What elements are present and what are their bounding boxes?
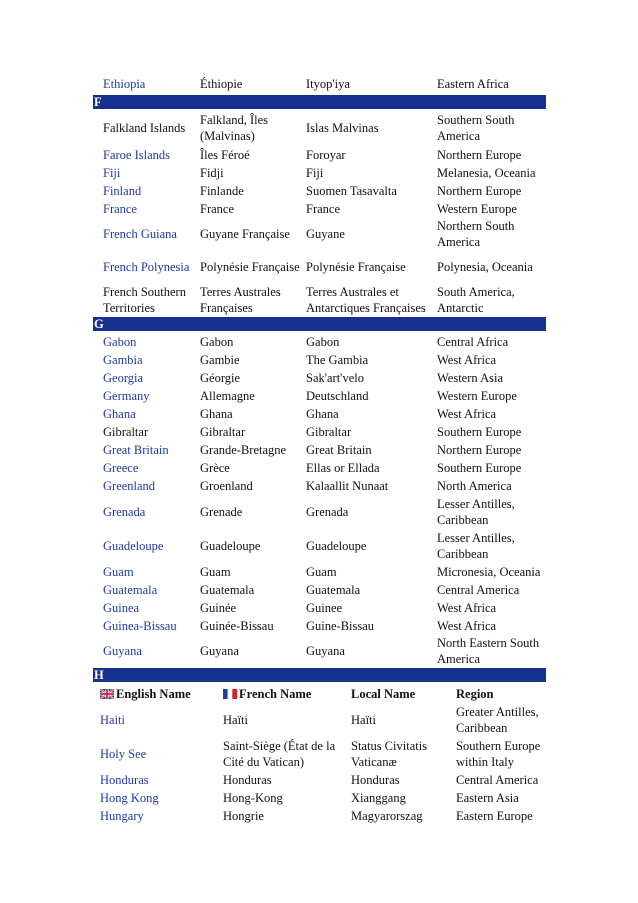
region: Lesser Antilles, Caribbean	[437, 497, 515, 527]
table-row	[93, 333, 546, 351]
french-name: Groenland	[200, 479, 253, 493]
local-name: Haïti	[351, 713, 376, 727]
table-row	[93, 807, 546, 825]
french-name: Guam	[200, 565, 231, 579]
table-row	[93, 200, 546, 218]
french-name: Guadeloupe	[200, 539, 261, 553]
table-row	[93, 75, 546, 93]
region: Eastern Asia	[456, 791, 519, 805]
region: Polynesia, Oceania	[437, 260, 533, 274]
french-name: Grèce	[200, 461, 230, 475]
region: North America	[437, 479, 512, 493]
country-link[interactable]: Hungary	[100, 809, 144, 823]
region: Northern South America	[437, 219, 515, 249]
french-name: Gibraltar	[200, 425, 246, 439]
country-link[interactable]: Great Britain	[103, 443, 169, 457]
table-row	[93, 369, 546, 387]
local-name: Foroyar	[306, 148, 346, 162]
country-link[interactable]: Guinea	[103, 601, 140, 615]
region: Southern Europe	[437, 425, 522, 439]
country-link[interactable]: Grenada	[103, 505, 146, 519]
region: West Africa	[437, 619, 497, 633]
local-name: Ghana	[306, 407, 339, 421]
table-row	[93, 164, 546, 182]
local-name: Fiji	[306, 166, 324, 180]
section-letter: F	[94, 95, 102, 109]
header-english-label: English Name	[116, 687, 191, 701]
french-name: Éthiopie	[200, 77, 243, 91]
country-name: Falkland Islands	[103, 121, 186, 135]
country-link[interactable]: Ethiopia	[103, 77, 146, 91]
local-name: Gibraltar	[306, 425, 352, 439]
local-name: Grenada	[306, 505, 349, 519]
local-name: Terres Australes et Antarctiques Françaises	[306, 285, 426, 315]
country-link[interactable]: French Guiana	[103, 227, 177, 241]
table-row	[93, 284, 546, 316]
table-row	[93, 477, 546, 495]
region: Eastern Africa	[437, 77, 509, 91]
region: Western Europe	[437, 389, 517, 403]
french-name: Falkland, Îles (Malvinas)	[200, 113, 269, 143]
french-name: Îles Féroé	[200, 148, 250, 162]
region: Lesser Antilles, Caribbean	[437, 531, 515, 561]
table-row	[93, 703, 546, 737]
table-row	[93, 459, 546, 477]
table-row	[93, 789, 546, 807]
table-row	[93, 563, 546, 581]
country-link[interactable]: Gambia	[103, 353, 143, 367]
french-name: Hong-Kong	[223, 791, 283, 805]
uk-flag-icon	[100, 689, 114, 699]
country-name: French Southern Territories	[103, 285, 186, 315]
header-french	[223, 685, 345, 703]
table-row	[93, 146, 546, 164]
table-row	[93, 495, 546, 529]
region: Northern Europe	[437, 184, 522, 198]
french-name: Guyane Française	[200, 227, 290, 241]
table-row	[93, 771, 546, 789]
section-band-g	[93, 317, 546, 331]
country-link[interactable]: Gabon	[103, 335, 137, 349]
local-name: Ellas or Ellada	[306, 461, 380, 475]
region: West Africa	[437, 601, 497, 615]
table-row	[93, 182, 546, 200]
local-name: Guine-Bissau	[306, 619, 375, 633]
region: Greater Antilles, Caribbean	[456, 705, 539, 735]
local-name: Ityop'iya	[306, 77, 350, 91]
local-name: Guadeloupe	[306, 539, 367, 553]
table-row	[93, 529, 546, 563]
table-row	[93, 218, 546, 250]
local-name: Deutschland	[306, 389, 369, 403]
country-link[interactable]: Haiti	[100, 713, 125, 727]
country-link[interactable]: Fiji	[103, 166, 121, 180]
local-name: Polynésie Française	[306, 260, 406, 274]
table-row	[93, 110, 546, 146]
table-row	[93, 599, 546, 617]
country-link[interactable]: Greece	[103, 461, 139, 475]
country-link[interactable]: Germany	[103, 389, 150, 403]
country-name: Gibraltar	[103, 425, 149, 439]
region: Eastern Europe	[456, 809, 533, 823]
french-name: Haïti	[223, 713, 248, 727]
header-french-label: French Name	[239, 687, 312, 701]
local-name: Guatemala	[306, 583, 361, 597]
french-name: Terres Australes Françaises	[200, 285, 281, 315]
local-name: France	[306, 202, 341, 216]
french-name: Ghana	[200, 407, 233, 421]
local-name: Xianggang	[351, 791, 406, 805]
local-name: Kalaallit Nunaat	[306, 479, 389, 493]
country-link[interactable]: Georgia	[103, 371, 144, 385]
section-band-h	[93, 668, 546, 682]
french-name: Grande-Bretagne	[200, 443, 287, 457]
region: Southern South America	[437, 113, 515, 143]
french-name: Honduras	[223, 773, 272, 787]
french-name: Allemagne	[200, 389, 255, 403]
table-row	[93, 617, 546, 635]
header-local: Local Name	[351, 687, 416, 701]
french-name: Polynésie Française	[200, 260, 300, 274]
country-link[interactable]: Finland	[103, 184, 142, 198]
france-flag-icon	[223, 689, 237, 699]
french-name: Guatemala	[200, 583, 255, 597]
country-link[interactable]: Guadeloupe	[103, 539, 164, 553]
country-link[interactable]: Hong Kong	[100, 791, 159, 805]
header-region: Region	[456, 687, 494, 701]
country-link[interactable]: Guam	[103, 565, 134, 579]
country-link[interactable]: Guyana	[103, 644, 142, 658]
table-row	[93, 737, 546, 771]
local-name: Great Britain	[306, 443, 372, 457]
local-name: Guam	[306, 565, 337, 579]
table-row	[93, 405, 546, 423]
country-link[interactable]: France	[103, 202, 138, 216]
local-name: Guyane	[306, 227, 345, 241]
french-name: Géorgie	[200, 371, 241, 385]
country-link[interactable]: Guinea-Bissau	[103, 619, 177, 633]
region: South America, Antarctic	[437, 285, 515, 315]
region: Northern Europe	[437, 148, 522, 162]
country-link[interactable]: Ghana	[103, 407, 136, 421]
french-name: Finlande	[200, 184, 244, 198]
region: Central America	[437, 583, 520, 597]
local-name: Suomen Tasavalta	[306, 184, 397, 198]
country-link[interactable]: French Polynesia	[103, 260, 190, 274]
local-name: The Gambia	[306, 353, 369, 367]
table-row	[93, 387, 546, 405]
region: West Africa	[437, 353, 497, 367]
region: Melanesia, Oceania	[437, 166, 536, 180]
country-link[interactable]: Honduras	[100, 773, 149, 787]
region: Southern Europe	[437, 461, 522, 475]
french-name: Guinée	[200, 601, 237, 615]
french-name: France	[200, 202, 235, 216]
table-row	[93, 423, 546, 441]
french-name: Gambie	[200, 353, 240, 367]
country-link[interactable]: Faroe Islands	[103, 148, 170, 162]
french-name: Grenade	[200, 505, 243, 519]
region: Northern Europe	[437, 443, 522, 457]
region: North Eastern South America	[437, 636, 540, 666]
country-link[interactable]: Greenland	[103, 479, 156, 493]
table-header	[93, 685, 546, 703]
region: Western Asia	[437, 371, 503, 385]
local-name: Sak'art'velo	[306, 371, 364, 385]
local-name: Islas Malvinas	[306, 121, 379, 135]
french-name: Guyana	[200, 644, 239, 658]
local-name: Honduras	[351, 773, 400, 787]
region: Western Europe	[437, 202, 517, 216]
section-letter: G	[94, 317, 104, 331]
french-name: Gabon	[200, 335, 234, 349]
table-row	[93, 351, 546, 369]
country-link[interactable]: Holy See	[100, 747, 147, 761]
local-name: Status Civitatis Vaticanæ	[351, 739, 428, 769]
french-name: Hongrie	[223, 809, 264, 823]
french-name: Fidji	[200, 166, 224, 180]
table-row	[93, 581, 546, 599]
local-name: Magyarorszag	[351, 809, 423, 823]
region: Southern Europe within Italy	[456, 739, 541, 769]
country-link[interactable]: Guatemala	[103, 583, 158, 597]
table-row	[93, 441, 546, 459]
region: Central Africa	[437, 335, 509, 349]
local-name: Guyana	[306, 644, 345, 658]
section-band-f	[93, 95, 546, 109]
french-name: Saint-Siège (État de la Cité du Vatican)	[223, 739, 336, 769]
local-name: Guinee	[306, 601, 343, 615]
local-name: Gabon	[306, 335, 340, 349]
region: West Africa	[437, 407, 497, 421]
region: Micronesia, Oceania	[437, 565, 541, 579]
table-row	[93, 250, 546, 284]
french-name: Guinée-Bissau	[200, 619, 274, 633]
section-letter: H	[94, 668, 104, 682]
table-row	[93, 635, 546, 667]
header-english	[100, 685, 222, 703]
region: Central America	[456, 773, 539, 787]
